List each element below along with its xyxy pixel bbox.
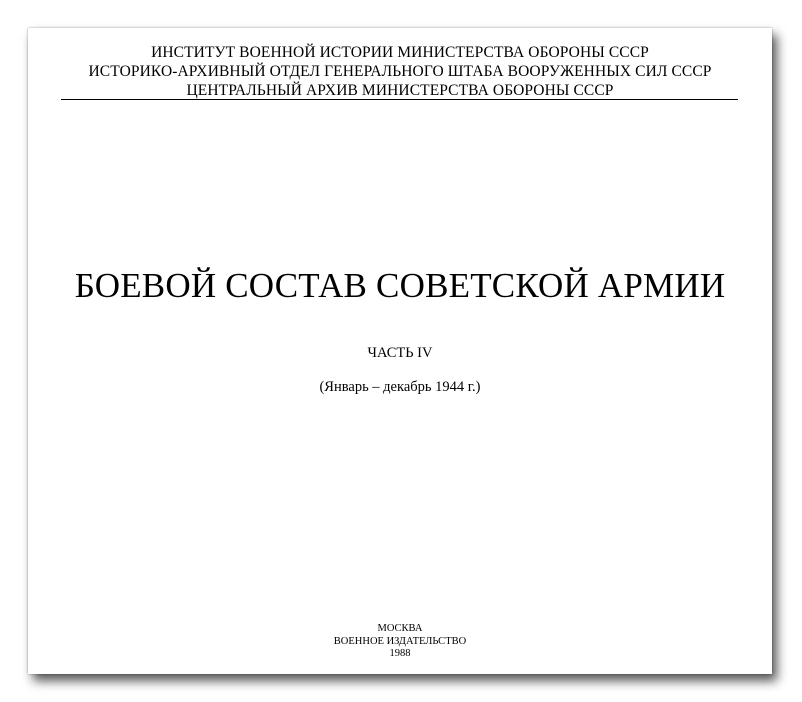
- part-number: ЧАСТЬ IV: [367, 345, 433, 361]
- title-page: [28, 28, 772, 674]
- header-divider: [61, 99, 738, 100]
- institution-line-2: ИСТОРИКО-АРХИВНЫЙ ОТДЕЛ ГЕНЕРАЛЬНОГО ШТАБА ВООРУЖЕННЫХ СИЛ СССР: [88, 63, 712, 80]
- imprint-year: 1988: [389, 648, 411, 659]
- imprint-publisher: ВОЕННОЕ ИЗДАТЕЛЬСТВО: [333, 635, 467, 647]
- institution-line-3: ЦЕНТРАЛЬНЫЙ АРХИВ МИНИСТЕРСТВА ОБОРОНЫ СССР: [186, 82, 614, 99]
- period-range: (Январь – декабрь 1944 г.): [319, 379, 481, 395]
- imprint-city: МОСКВА: [377, 623, 423, 634]
- imprint: [28, 623, 772, 661]
- book-title: БОЕВОЙ СОСТАВ СОВЕТСКОЙ АРМИИ: [74, 266, 726, 305]
- institution-line-1: ИНСТИТУТ ВОЕННОЙ ИСТОРИИ МИНИСТЕРСТВА ОБОРОНЫ СССР: [151, 44, 649, 61]
- institutions-header: [28, 43, 772, 100]
